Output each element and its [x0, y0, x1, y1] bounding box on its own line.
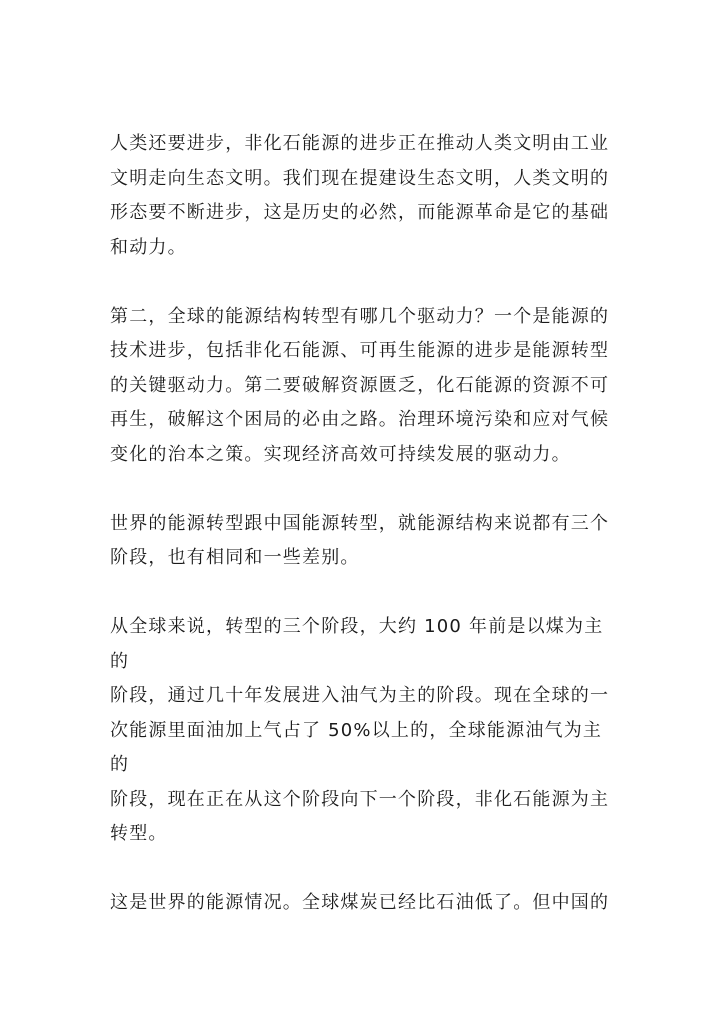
paragraph-5: 这是世界的能源情况。全球煤炭已经比石油低了。但中国的 — [110, 892, 610, 913]
paragraph-4: 从全球来说，转型的三个阶段，大约 100 年前是以煤为主的 阶段，通过几十年发展进入油气为主的阶段。现在全球的一 次能源里面油加上气占了 50%以上的，全球能源油气为主的 阶段，现在正在从这个阶段向下一个阶段，非化石能源为主 转型。 — [110, 616, 610, 844]
paragraph-3: 世界的能源转型跟中国能源转型，就能源结构来说都有三个 阶段，也有相同和一些差别。 — [110, 512, 610, 568]
paragraph-2: 第二，全球的能源结构转型有哪几个驱动力？一个是能源的 技术进步，包括非化石能源、可再生能源的进步是能源转型 的关键驱动力。第二要破解资源匮乏，化石能源的资源不可 再生，破解这个困局的必由之路。治理环境污染和应对气候 变化的治本之策。实现经济高效可持续发展的驱动力。 — [110, 305, 610, 465]
paragraph-1: 人类还要进步，非化石能源的进步正在推动人类文明由工业 文明走向生态文明。我们现在提建设生态文明，人类文明的 形态要不断进步，这是历史的必然，而能源革命是它的基础 和动力。 — [110, 133, 610, 258]
document-body — [110, 127, 620, 955]
